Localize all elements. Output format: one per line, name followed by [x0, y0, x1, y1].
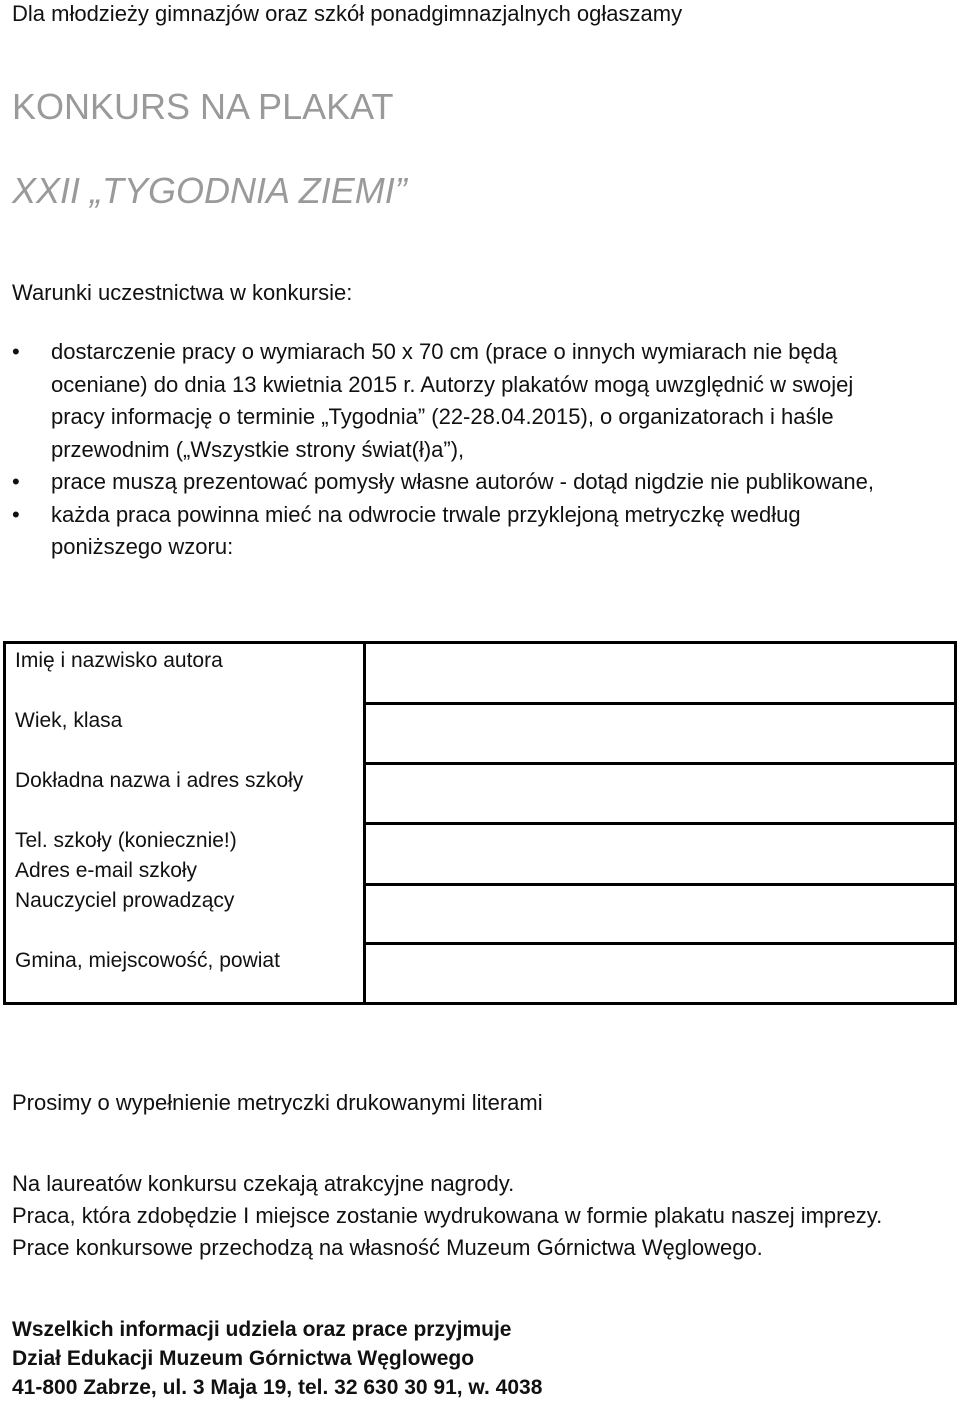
- form-label-school-phone: Tel. szkoły (koniecznie!): [15, 829, 237, 852]
- contact-line: Wszelkich informacji udziela oraz prace przyjmuje: [12, 1318, 512, 1341]
- form-label-author: Imię i nazwisko autora: [15, 649, 223, 672]
- form-row-divider: [363, 822, 954, 825]
- condition-item-dimensions: [0, 336, 960, 466]
- condition-line: pracy informację o terminie „Tygodnia” (22-28.04.2015), o organizatorach i haśle: [51, 404, 834, 429]
- form-row-divider: [363, 883, 954, 886]
- condition-line: poniższego wzoru:: [51, 534, 234, 559]
- bullet-icon: •: [12, 469, 20, 494]
- condition-line: prace muszą prezentować pomysły własne autorów - dotąd nigdzie nie publikowane,: [51, 469, 875, 494]
- form-label-age-class: Wiek, klasa: [15, 709, 123, 732]
- contact-line: Dział Edukacji Muzeum Górnictwa Węglowego: [12, 1347, 475, 1370]
- print-request: Prosimy o wypełnienie metryczki drukowanymi literami: [12, 1090, 543, 1115]
- contact-line: 41-800 Zabrze, ul. 3 Maja 19, tel. 32 630 30 91, w. 4038: [12, 1376, 543, 1399]
- prizes-line: Praca, która zdobędzie I miejsce zostanie wydrukowana w formie plakatu naszej imprezy.: [12, 1203, 883, 1228]
- form-label-municipality: Gmina, miejscowość, powiat: [15, 949, 280, 972]
- prizes-line: Na laureatów konkursu czekają atrakcyjne nagrody.: [12, 1171, 515, 1196]
- condition-line: przewodnim („Wszystkie strony świat(ł)a”),: [51, 436, 465, 462]
- form-label-teacher: Nauczyciel prowadzący: [15, 889, 235, 912]
- prizes-line: Prace konkursowe przechodzą na własność Muzeum Górnictwa Węglowego.: [12, 1235, 763, 1260]
- bullet-icon: •: [12, 501, 20, 527]
- form-row-divider: [363, 702, 954, 705]
- form-row-divider: [363, 762, 954, 765]
- bullet-icon: •: [12, 339, 20, 364]
- title-earth-week: XXII „TYGODNIA ZIEMI”: [12, 170, 407, 211]
- conditions-list: [0, 336, 960, 564]
- title-contest: KONKURS NA PLAKAT: [12, 86, 394, 127]
- condition-item-label: [0, 499, 960, 564]
- form-label-school: Dokładna nazwa i adres szkoły: [15, 769, 304, 792]
- condition-line: dostarczenie pracy o wymiarach 50 x 70 cm (prace o innych wymiarach nie będą: [51, 339, 838, 364]
- form-label-school-email: Adres e-mail szkoły: [15, 859, 198, 882]
- entry-label-form: [3, 641, 957, 1005]
- intro-text: Dla młodzieży gimnazjów oraz szkół ponadgimnazjalnych ogłaszamy: [12, 1, 683, 26]
- form-row-divider: [363, 942, 954, 945]
- condition-item-originality: [0, 466, 960, 499]
- conditions-heading: Warunki uczestnictwa w konkursie:: [12, 280, 353, 305]
- condition-line: każda praca powinna mieć na odwrocie trwale przyklejoną metryczkę według: [51, 501, 801, 527]
- condition-line: oceniane) do dnia 13 kwietnia 2015 r. Autorzy plakatów mogą uwzględnić w swojej: [51, 371, 854, 397]
